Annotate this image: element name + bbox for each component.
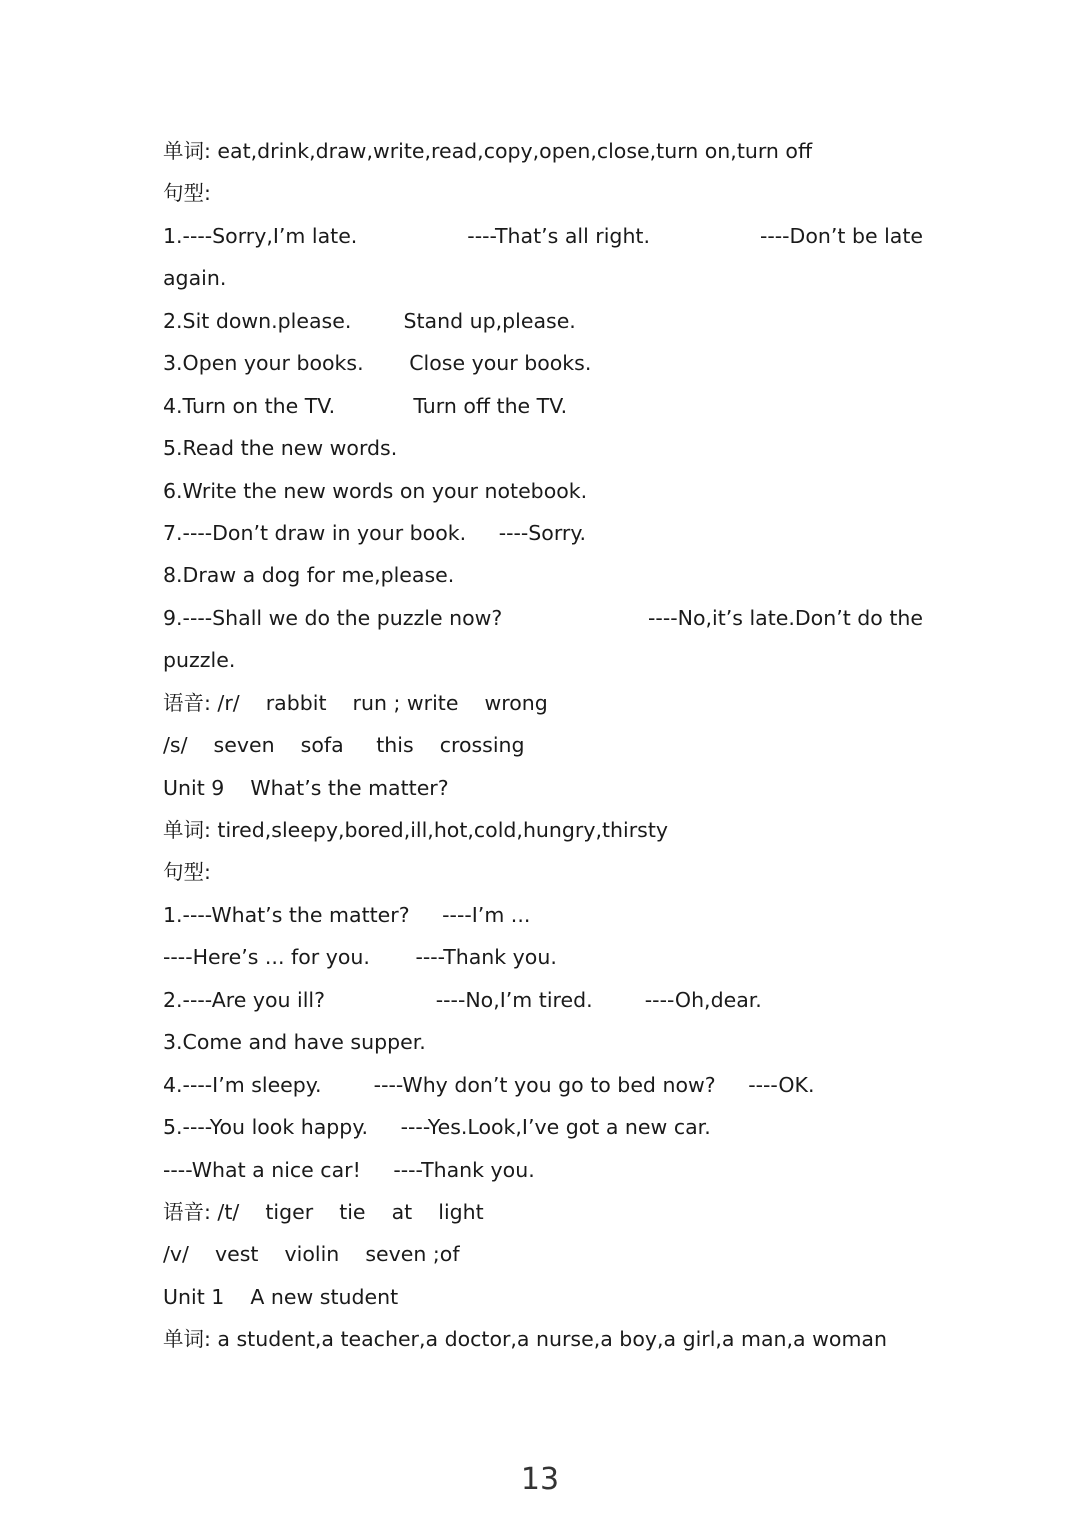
text-line: 单词: eat,drink,draw,write,read,copy,open,close,turn on,turn off — [163, 139, 813, 163]
text-line: 单词: a student,a teacher,a doctor,a nurse,a boy,a girl,a man,a woman — [163, 1327, 887, 1352]
text-line: 4.----I’m sleepy. ----Why don’t you go to bed now? ----OK. — [163, 1072, 815, 1097]
text-line: 1.----What’s the matter? ----I’m ... — [163, 902, 531, 927]
text-line: again. — [163, 266, 227, 291]
text-line: 2.----Are you ill? ----No,I’m tired. ----Oh,dear. — [163, 987, 762, 1012]
page-content — [163, 130, 923, 1361]
text-segment: 1.----Sorry,I’m late. — [163, 223, 358, 248]
unit-heading: Unit 1 A new student — [163, 1284, 399, 1309]
text-line: 3.Come and have supper. — [163, 1030, 426, 1055]
text-line: ----What a nice car! ----Thank you. — [163, 1157, 535, 1182]
text-line: 句型: — [163, 860, 211, 885]
text-segment: 9.----Shall we do the puzzle now? — [163, 605, 503, 630]
text-line: puzzle. — [163, 648, 236, 673]
text-line: 语音: /t/ tiger tie at light — [163, 1199, 484, 1224]
text-line: 8.Draw a dog for me,please. — [163, 563, 455, 588]
text-line: /v/ vest violin seven ;of — [163, 1242, 460, 1267]
text-segment: ----That’s all right. — [467, 223, 650, 248]
text-line: 7.----Don’t draw in your book. ----Sorry. — [163, 520, 587, 545]
text-line: 2.Sit down.please. Stand up,please. — [163, 308, 576, 333]
page-number: 13 — [520, 1462, 560, 1497]
text-segment: ----No,it’s late.Don’t do the — [648, 605, 923, 630]
text-line: 单词: tired,sleepy,bored,ill,hot,cold,hungry,thirsty — [163, 818, 669, 842]
unit-heading: Unit 9 What’s the matter? — [163, 775, 449, 800]
text-segment: ----Don’t be late — [759, 223, 923, 248]
text-line: /s/ seven sofa this crossing — [163, 733, 525, 758]
text-line-justified — [163, 597, 923, 639]
text-line: ----Here’s ... for you. ----Thank you. — [163, 945, 557, 970]
text-line: 3.Open your books. Close your books. — [163, 351, 592, 376]
text-line: 4.Turn on the TV. Turn off the TV. — [163, 393, 568, 418]
text-line: 5.Read the new words. — [163, 436, 398, 461]
text-line: 语音: /r/ rabbit run ; write wrong — [163, 690, 548, 715]
text-line: 6.Write the new words on your notebook. — [163, 478, 588, 503]
text-line-justified — [163, 215, 923, 257]
text-line: 5.----You look happy. ----Yes.Look,I’ve got a new car. — [163, 1115, 711, 1140]
text-line: 句型: — [163, 181, 211, 206]
